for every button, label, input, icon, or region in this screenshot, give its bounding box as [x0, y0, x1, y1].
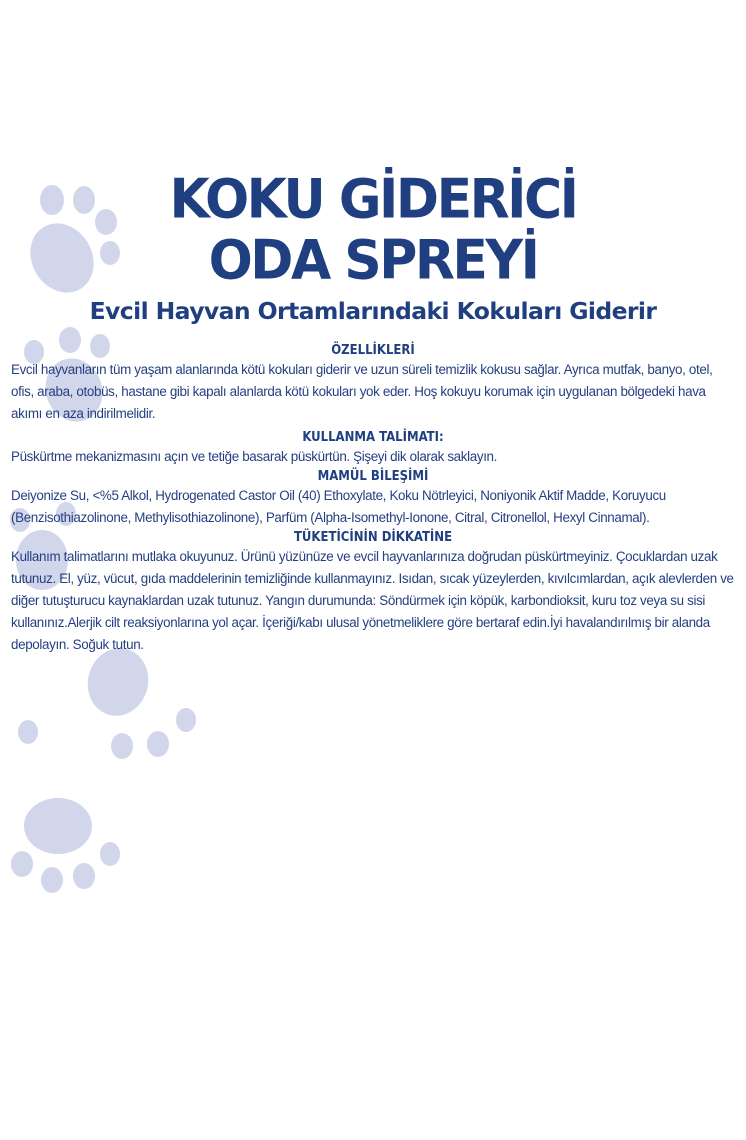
- section-heading-usage: KULLANMA TALİMATI:: [302, 430, 444, 445]
- section-text-composition: Deiyonize Su, <%5 Alkol, Hydrogenated Castor Oil (40) Ethoxylate, Koku Nötrleyici, Noniyonik Aktif Madde, Koruyucu (Benzisothiazolinone, Methylisothiazolinone), Parfüm (Alpha-Isomethyl-Ionone, Citral, Citronellol, Hexyl Cinnamal).: [11, 488, 666, 525]
- section-heading-composition: MAMÜL BİLEŞİMİ: [317, 469, 429, 484]
- title-line-2: ODA SPREYİ: [208, 229, 538, 293]
- section-heading-features: ÖZELLİKLERİ: [331, 343, 415, 358]
- section-heading-warnings: TÜKETİCİNİN DİKKATİNE: [293, 530, 453, 545]
- section-text-usage: Püskürtme mekanizmasını açın ve tetiğe basarak püskürtün. Şişeyi dik olarak saklayın.: [11, 449, 498, 464]
- section-text-warnings: Kullanım talimatlarını mutlaka okuyunuz. Ürünü yüzünüze ve evcil hayvanlarınıza doğrudan püskürtmeyiniz. Çocuklardan uzak tutunuz. El, yüz, vücut, gıda maddelerinin temizliğinde kullanmayınız. Isıdan, sıcak yüzeylerden, kıvılcımlardan, açık alevlerden ve diğer tutuşturucu kaynaklardan uzak tutunuz. Yangın durumunda: Söndürmek için köpük, karbondioksit, kuru toz veya su sisi kullanınız.Alerjik cilt reaksiyonlarına yol açar. İçeriği/kabı ulusal yönetmeliklere göre bertaraf edin.İyi havalandırılmış bir alanda depolayın. Soğuk tutun.: [11, 549, 734, 652]
- section-text-features: Evcil hayvanların tüm yaşam alanlarında kötü kokuları giderir ve uzun süreli temizlik kokusu sağlar. Ayrıca mutfak, banyo, otel, ofis, araba, otobüs, hastane gibi kapalı alanlarda kötü kokuları yok eder. Hoş kokuyu korumak için uygulanan bölgedeki hava akımı en aza indirilmelidir.: [11, 362, 713, 421]
- paw-print-icon: [18, 641, 196, 759]
- paw-print-icon: [11, 798, 120, 893]
- title-line-1: KOKU GİDERİCİ: [169, 168, 577, 232]
- product-subtitle: Evcil Hayvan Ortamlarındaki Kokuları Giderir: [89, 297, 657, 325]
- product-title: [0, 0, 746, 291]
